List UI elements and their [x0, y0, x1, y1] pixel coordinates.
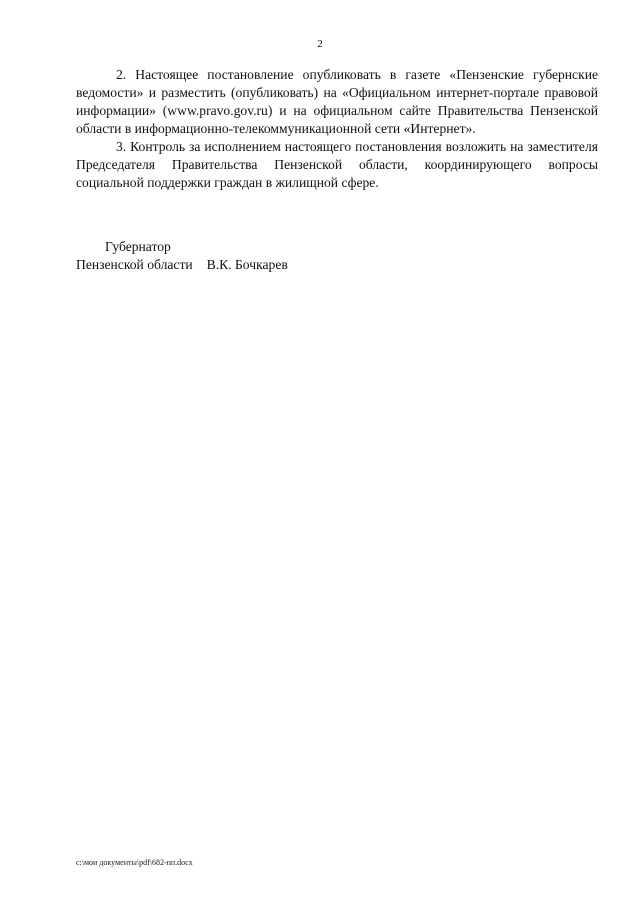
paragraph-control: 3. Контроль за исполнением настоящего постановления возложить на заместителя Председателя Правительства Пензенской области, координирующего вопросы социальной поддержки граждан в жилищной сфере. [76, 139, 598, 190]
footer-file-path: c:\мои документы\pdf\682-пп.docx [76, 858, 193, 867]
paragraph-publication: 2. Настоящее постановление опубликовать в газете «Пензенские губернские ведомости» и разместить (опубликовать) на «Официальном интернет-портале правовой информации» (www.pravo.gov.ru) и на официальном сайте Правительства Пензенской области в информационно-телекоммуникационной сети «Интернет». [76, 67, 598, 136]
page-number: 2 [317, 38, 323, 50]
signature-line [76, 256, 476, 274]
signature-name: В.К. Бочкарев [206, 257, 288, 272]
signature-title: Губернатор [105, 239, 171, 254]
document-body [76, 66, 598, 192]
signature-region: Пензенской области [76, 257, 193, 272]
signature-block [76, 238, 476, 274]
